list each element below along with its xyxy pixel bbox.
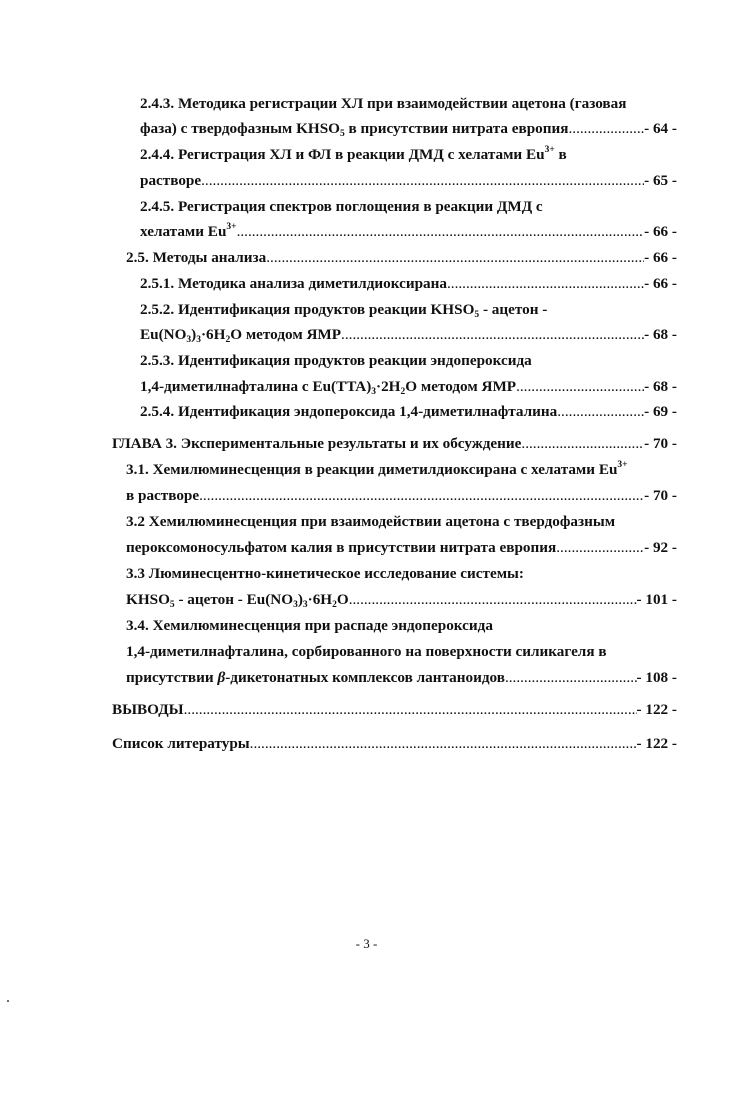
toc-text: 2.4.3. Методика регистрации ХЛ при взаимодействии ацетона (газовая xyxy=(140,95,627,112)
toc-line: $KHSO_5$ - ацетон - $Eu(NO_3)_3\cdot 6H_2O$ ..... - 101 - xyxy=(126,588,677,612)
toc-page-number: - 92 - xyxy=(644,539,677,556)
leader-dots xyxy=(250,732,637,756)
leader-dots xyxy=(341,323,644,347)
leader-dots xyxy=(201,169,644,193)
toc-text: присутствии xyxy=(126,669,218,686)
toc-text: 2.4.5. Регистрация спектров поглощения в реакции ДМД с xyxy=(140,198,543,215)
toc-line xyxy=(126,510,615,534)
toc-line xyxy=(126,246,677,270)
toc-page-number: - 122 - xyxy=(636,735,677,752)
toc-text: 2.5. Методы анализа xyxy=(126,249,267,266)
leader-dots xyxy=(556,536,644,560)
toc-page-number: - 68 - xyxy=(644,326,677,343)
toc-line xyxy=(140,195,543,219)
toc-text: 3.2 Хемилюминесценция при взаимодействии ацетона с твердофазным xyxy=(126,513,616,530)
toc-page-number: - 66 - xyxy=(644,275,677,292)
toc-line: $Eu(NO_3)_3\cdot 6H_2O$ методом ЯМР ..... - 68 - xyxy=(140,323,677,347)
scan-speck xyxy=(7,1000,9,1002)
toc-page-number: - 66 - xyxy=(644,249,677,266)
toc-chapter-line xyxy=(112,698,677,722)
toc-line: 1,4-диметилнафталина с $Eu(TTA)_3\cdot 2H_2O$ методом ЯМР ..... - 68 - xyxy=(140,375,677,399)
toc-line: хелатами $Eu^{3+}$ ..... - 66 - xyxy=(140,220,677,244)
toc-page-number: - 68 - xyxy=(644,378,677,395)
leader-dots xyxy=(237,220,645,244)
toc-line xyxy=(126,614,493,638)
toc-text: 2.5.2. Идентификация продуктов реакции KHSO xyxy=(140,301,475,318)
toc-text: 1,4-диметилнафталина с Eu(TTA) xyxy=(140,378,372,395)
page-number-footer: - 3 - xyxy=(355,936,378,951)
toc-text: в растворе xyxy=(126,487,200,504)
toc-line xyxy=(140,92,626,116)
toc-line xyxy=(140,272,677,296)
toc-text: 2.5.1. Методика анализа диметилдиоксирана xyxy=(140,275,447,292)
toc-text: KHSO xyxy=(126,591,170,608)
toc-line xyxy=(140,400,677,424)
leader-dots xyxy=(521,432,644,456)
toc-text: 2.5.4. Идентификация эндопероксида 1,4-диметилнафталина xyxy=(140,403,558,420)
toc-text: пероксомоносульфатом калия в присутствии нитрата европия xyxy=(126,539,557,556)
toc-text: 1,4-диметилнафталина, сорбированного на поверхности силикагеля в xyxy=(126,643,607,660)
toc-text: Eu(NO xyxy=(140,326,187,343)
toc-line: 2.5.2. Идентификация продуктов реакции $KHSO_5$ - ацетон - xyxy=(140,301,548,320)
toc-line xyxy=(140,349,532,373)
leader-dots xyxy=(505,666,637,690)
toc-line: 3.1. Хемилюминесценция в реакции диметилдиоксирана с хелатами $Eu^{3+}$ xyxy=(126,460,628,478)
toc-page-number: - 64 - xyxy=(644,120,677,137)
leader-dots xyxy=(568,117,644,141)
toc-line: присутствии β-дикетонатных комплексов лантаноидов ..... - 108 - xyxy=(126,666,677,690)
leader-dots xyxy=(349,588,637,612)
toc-text: 3.4. Хемилюминесценция при распаде эндопероксида xyxy=(126,617,493,634)
toc-chapter-line xyxy=(112,432,677,456)
toc-text: ВЫВОДЫ xyxy=(112,701,184,718)
toc-page-number: - 69 - xyxy=(644,403,677,420)
toc-line xyxy=(126,536,677,560)
toc-text: 2.5.3. Идентификация продуктов реакции эндопероксида xyxy=(140,352,532,369)
leader-dots xyxy=(516,375,644,399)
toc-text: хелатами Eu xyxy=(140,223,227,240)
toc-page-number: - 70 - xyxy=(644,435,677,452)
toc-line xyxy=(140,169,677,193)
toc-line: 2.4.4. Регистрация ХЛ и ФЛ в реакции ДМД с хелатами $Eu^{3+}$ в xyxy=(140,145,567,163)
toc-text: фаза) с твердофазным KHSO xyxy=(140,120,340,137)
toc-line: фаза) с твердофазным $KHSO_5$ в присутствии нитрата европия ..... - 64 - xyxy=(140,117,677,141)
toc-text: 3.3 Люминесцентно-кинетическое исследование системы: xyxy=(126,565,524,582)
toc-page-number: - 108 - xyxy=(636,669,677,686)
toc-page-number: - 65 - xyxy=(644,172,677,189)
toc-line xyxy=(126,640,607,664)
toc-text: ГЛАВА 3. Экспериментальные результаты и их обсуждение xyxy=(112,435,522,452)
toc-line xyxy=(126,562,524,586)
toc-text: 2.4.4. Регистрация ХЛ и ФЛ в реакции ДМД с хелатами Eu xyxy=(140,146,545,163)
toc-page-number: - 70 - xyxy=(644,487,677,504)
leader-dots xyxy=(184,698,637,722)
toc-text: 3.1. Хемилюминесценция в реакции диметилдиоксирана с хелатами Eu xyxy=(126,461,618,478)
leader-dots xyxy=(557,400,644,424)
toc-page-number: - 101 - xyxy=(636,591,677,608)
leader-dots xyxy=(447,272,644,296)
leader-dots xyxy=(199,484,644,508)
toc-text: Список литературы xyxy=(112,735,250,752)
toc-line xyxy=(126,484,677,508)
leader-dots xyxy=(266,246,644,270)
toc-text: растворе xyxy=(140,172,202,189)
toc-page-number: - 122 - xyxy=(636,701,677,718)
toc-chapter-line xyxy=(112,732,677,756)
toc-page-number: - 66 - xyxy=(644,223,677,240)
